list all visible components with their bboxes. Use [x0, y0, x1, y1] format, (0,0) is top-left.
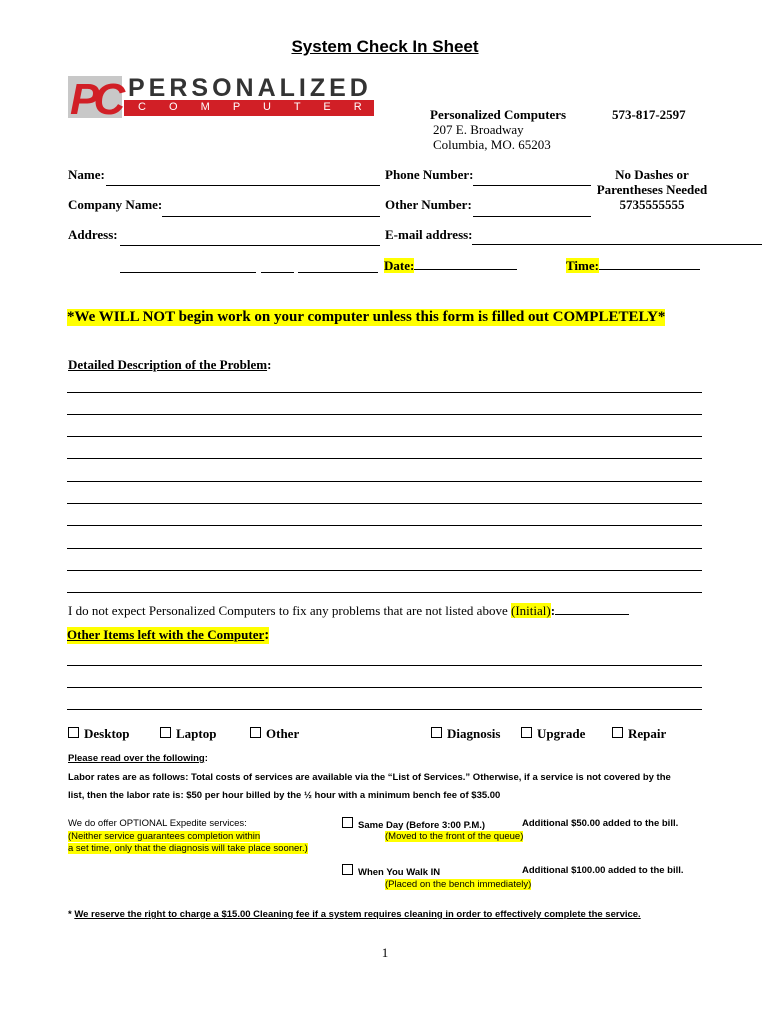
walk-in-option[interactable] — [342, 864, 440, 878]
time-field[interactable] — [599, 257, 700, 270]
checkbox-label: Laptop — [176, 726, 217, 741]
logo-main-text: PERSONALIZED — [128, 74, 372, 102]
email-label: E-mail address: — [385, 227, 473, 242]
initial-row — [68, 602, 629, 619]
checkbox-diagnosis[interactable] — [431, 726, 500, 742]
problem-line[interactable] — [67, 458, 702, 459]
cleaning-notice — [68, 909, 641, 920]
other-number-field[interactable] — [473, 216, 591, 217]
address-state-field[interactable] — [261, 272, 294, 273]
company-logo — [68, 74, 403, 118]
walk-in-label: When You Walk IN — [358, 867, 441, 878]
phone-note-line1: No Dashes or — [615, 167, 689, 182]
checkbox-icon[interactable] — [250, 727, 261, 738]
walk-in-note: (Placed on the bench immediately) — [385, 879, 532, 890]
other-items-colon: : — [264, 627, 270, 643]
checkbox-icon[interactable] — [612, 727, 623, 738]
problem-line[interactable] — [67, 525, 702, 526]
phone-note-example: 5735555555 — [619, 197, 685, 212]
cleaning-star: * — [68, 909, 75, 920]
labor-rates-line1: Labor rates are as follows: Total costs of services are available via the “List of Services.” Otherwise, if a service is not covered by the — [68, 772, 671, 783]
same-day-option[interactable] — [342, 817, 485, 831]
logo-sub-text: C O M P U T E R S — [138, 101, 403, 113]
initial-colon: : — [550, 603, 556, 618]
email-field[interactable] — [472, 244, 762, 245]
problem-heading — [68, 357, 271, 373]
expedite-note-line1: (Neither service guarantees completion within — [68, 831, 261, 842]
company-city: Columbia, MO. 65203 — [433, 137, 551, 152]
checkbox-desktop[interactable] — [68, 726, 130, 742]
problem-line[interactable] — [67, 570, 702, 571]
checkbox-label: Desktop — [84, 726, 130, 741]
same-day-label: Same Day (Before 3:00 P.M.) — [358, 820, 486, 831]
checkbox-icon[interactable] — [521, 727, 532, 738]
initial-field[interactable] — [555, 602, 629, 615]
expedite-note-line2: a set time, only that the diagnosis will take place sooner.) — [68, 843, 308, 854]
checkbox-laptop[interactable] — [160, 726, 216, 742]
checkbox-icon[interactable] — [342, 864, 353, 875]
problem-line[interactable] — [67, 436, 702, 437]
checkbox-label: Diagnosis — [447, 726, 501, 741]
other-items-line[interactable] — [67, 709, 702, 710]
checkbox-label: Upgrade — [537, 726, 586, 741]
cleaning-text: We reserve the right to charge a $15.00 Cleaning fee if a system requires cleaning in order to effectively complete the service. — [74, 909, 641, 920]
company-phone: 573-817-2597 — [612, 107, 686, 122]
please-read-heading — [68, 753, 208, 764]
problem-line[interactable] — [67, 503, 702, 504]
phone-note-line2: Parentheses Needed — [596, 182, 708, 197]
other-number-label: Other Number: — [385, 197, 472, 212]
checkbox-icon[interactable] — [68, 727, 79, 738]
other-items-heading — [67, 627, 269, 644]
checkbox-repair[interactable] — [612, 726, 666, 742]
name-label: Name: — [68, 167, 105, 182]
initial-text: I do not expect Personalized Computers to fix any problems that are not listed above — [68, 603, 511, 618]
please-read-colon: : — [204, 753, 208, 764]
time-row — [566, 257, 700, 274]
other-items-line[interactable] — [67, 665, 702, 666]
problem-line[interactable] — [67, 414, 702, 415]
company-name-label: Company Name: — [68, 197, 163, 212]
problem-line[interactable] — [67, 548, 702, 549]
page-title: System Check In Sheet — [291, 37, 479, 56]
checkbox-icon[interactable] — [431, 727, 442, 738]
please-read-label: Please read over the following — [68, 753, 205, 764]
other-items-label: Other Items left with the Computer — [67, 627, 265, 642]
problem-line[interactable] — [67, 592, 702, 593]
date-field[interactable] — [414, 257, 517, 270]
walk-in-fee: Additional $100.00 added to the bill. — [522, 865, 684, 876]
labor-rates-line2: list, then the labor rate is: $50 per hour billed by the ½ hour with a minimum bench fee of $35.00 — [68, 790, 501, 801]
checkbox-icon[interactable] — [160, 727, 171, 738]
company-name: Personalized Computers — [430, 107, 567, 122]
problem-colon: : — [267, 357, 272, 372]
initial-label: (Initial) — [510, 603, 551, 618]
problem-line[interactable] — [67, 392, 702, 393]
completeness-warning: *We WILL NOT begin work on your computer unless this form is filled out COMPLETELY* — [67, 309, 666, 325]
expedite-intro: We do offer OPTIONAL Expedite services: — [68, 818, 247, 829]
problem-line[interactable] — [67, 481, 702, 482]
svg-text:PC: PC — [70, 76, 120, 118]
problem-label: Detailed Description of the Problem — [68, 357, 268, 372]
address-city-field[interactable] — [120, 272, 256, 273]
page-number: 1 — [381, 945, 389, 960]
time-label: Time: — [566, 258, 599, 273]
address-zip-field[interactable] — [298, 272, 378, 273]
same-day-note: (Moved to the front of the queue) — [385, 831, 524, 842]
phone-number-field[interactable] — [473, 185, 591, 186]
date-row — [384, 257, 517, 274]
address-field[interactable] — [120, 245, 380, 246]
address-label: Address: — [68, 227, 118, 242]
name-field[interactable] — [106, 185, 380, 186]
checkbox-label: Repair — [628, 726, 667, 741]
same-day-fee: Additional $50.00 added to the bill. — [522, 818, 679, 829]
checkbox-label: Other — [266, 726, 300, 741]
phone-number-label: Phone Number: — [385, 167, 474, 182]
checkbox-other[interactable] — [250, 726, 299, 742]
company-street: 207 E. Broadway — [433, 122, 524, 137]
other-items-line[interactable] — [67, 687, 702, 688]
date-label: Date: — [384, 258, 415, 273]
checkbox-upgrade[interactable] — [521, 726, 585, 742]
company-name-field[interactable] — [162, 216, 380, 217]
checkbox-icon[interactable] — [342, 817, 353, 828]
